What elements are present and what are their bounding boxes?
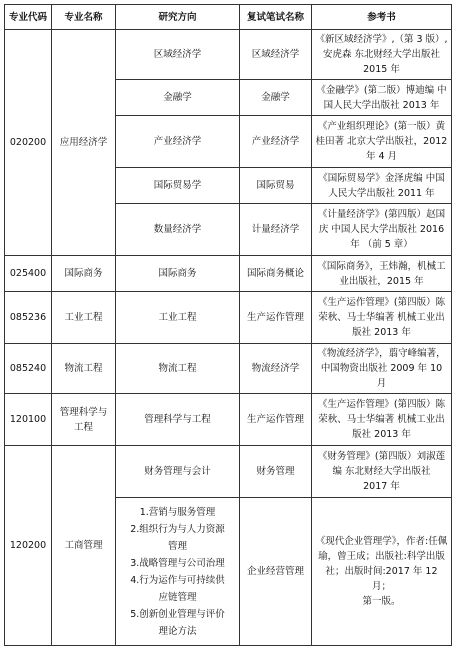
- major-name-cell: 国际商务: [52, 256, 116, 292]
- table-row: [5, 446, 452, 498]
- major-code-cell: 120100: [5, 394, 52, 446]
- header-row: [5, 5, 452, 30]
- major-code-cell: 085240: [5, 344, 52, 394]
- major-name-cell: 工商管理: [52, 446, 116, 646]
- exam-cell: 金融学: [240, 80, 312, 116]
- exam-cell: 国际贸易: [240, 168, 312, 204]
- direction-cell: 物流工程: [116, 344, 240, 394]
- direction-cell: 区域经济学: [116, 30, 240, 80]
- exam-cell: 计量经济学: [240, 204, 312, 256]
- direction-list-cell: 1.营销与服务管理 2.组织行为与人力资源 管理 3.战略管理与公司治理 4.行为运作与可持续供 应链管理 5.创新创业管理与评价 理论方法: [116, 498, 240, 646]
- header-exam: 复试笔试名称: [240, 5, 312, 30]
- direction-cell: 管理科学与工程: [116, 394, 240, 446]
- header-major: 专业名称: [52, 5, 116, 30]
- table-row: [5, 394, 452, 446]
- exam-cell: 国际商务概论: [240, 256, 312, 292]
- header-reference: 参考书: [312, 5, 452, 30]
- major-name-cell: 应用经济学: [52, 30, 116, 256]
- table-row: [5, 30, 452, 80]
- reference-cell: 《生产运作管理》(第四版）陈 荣秋、马士华编著 机械工业出 版社 2013 年: [312, 394, 452, 446]
- direction-cell: 国际商务: [116, 256, 240, 292]
- reference-cell: 《国际贸易学》金泽虎编 中国 人民大学出版社 2011 年: [312, 168, 452, 204]
- table-row: [5, 344, 452, 394]
- reference-cell: 《新区域经济学》,（第 3 版）, 安虎森 东北财经大学出版社 2015 年: [312, 30, 452, 80]
- header-direction: 研究方向: [116, 5, 240, 30]
- major-name-cell: 工业工程: [52, 292, 116, 344]
- major-code-cell: 020200: [5, 30, 52, 256]
- direction-cell: 金融学: [116, 80, 240, 116]
- direction-cell: 产业经济学: [116, 116, 240, 168]
- reference-cell: 《计量经济学》(第四版）赵国 庆 中国人民大学出版社 2016 年 （前 5 章）: [312, 204, 452, 256]
- table-row: [5, 256, 452, 292]
- exam-cell: 产业经济学: [240, 116, 312, 168]
- reference-cell: 《生产运作管理》(第四版）陈 荣秋、马士华编著 机械工业出 版社 2013 年: [312, 292, 452, 344]
- major-code-cell: 025400: [5, 256, 52, 292]
- reference-cell: 《国际商务》，王炜瀚，机械工 业出版社，2015 年: [312, 256, 452, 292]
- curriculum-table: [4, 4, 452, 646]
- major-name-cell: 管理科学与 工程: [52, 394, 116, 446]
- reference-cell: 《产业组织理论》(第一版）黄 桂田著 北京大学出版社，2012 年 4 月: [312, 116, 452, 168]
- exam-cell: 生产运作管理: [240, 394, 312, 446]
- major-code-cell: 085236: [5, 292, 52, 344]
- exam-cell: 企业经营管理: [240, 498, 312, 646]
- direction-cell: 国际贸易学: [116, 168, 240, 204]
- major-code-cell: 120200: [5, 446, 52, 646]
- exam-cell: 物流经济学: [240, 344, 312, 394]
- reference-cell: 《现代企业管理学》，作者:任佩 瑜，曾王成；出版社:科学出版 社；出版时间:2017 年 12 月； 第一版。: [312, 498, 452, 646]
- reference-cell: 《物流经济学》，翦守峰编著， 中国物资出版社 2009 年 10 月: [312, 344, 452, 394]
- exam-cell: 财务管理: [240, 446, 312, 498]
- header-code: 专业代码: [5, 5, 52, 30]
- direction-cell: 数量经济学: [116, 204, 240, 256]
- direction-cell: 财务管理与会计: [116, 446, 240, 498]
- direction-cell: 工业工程: [116, 292, 240, 344]
- exam-cell: 区域经济学: [240, 30, 312, 80]
- reference-cell: 《金融学》(第二版）博迪编 中 国人民大学出版社 2013 年: [312, 80, 452, 116]
- reference-cell: 《财务管理》(第四版）刘淑莲 编 东北财经大学出版社 2017 年: [312, 446, 452, 498]
- table-row: [5, 292, 452, 344]
- exam-cell: 生产运作管理: [240, 292, 312, 344]
- major-name-cell: 物流工程: [52, 344, 116, 394]
